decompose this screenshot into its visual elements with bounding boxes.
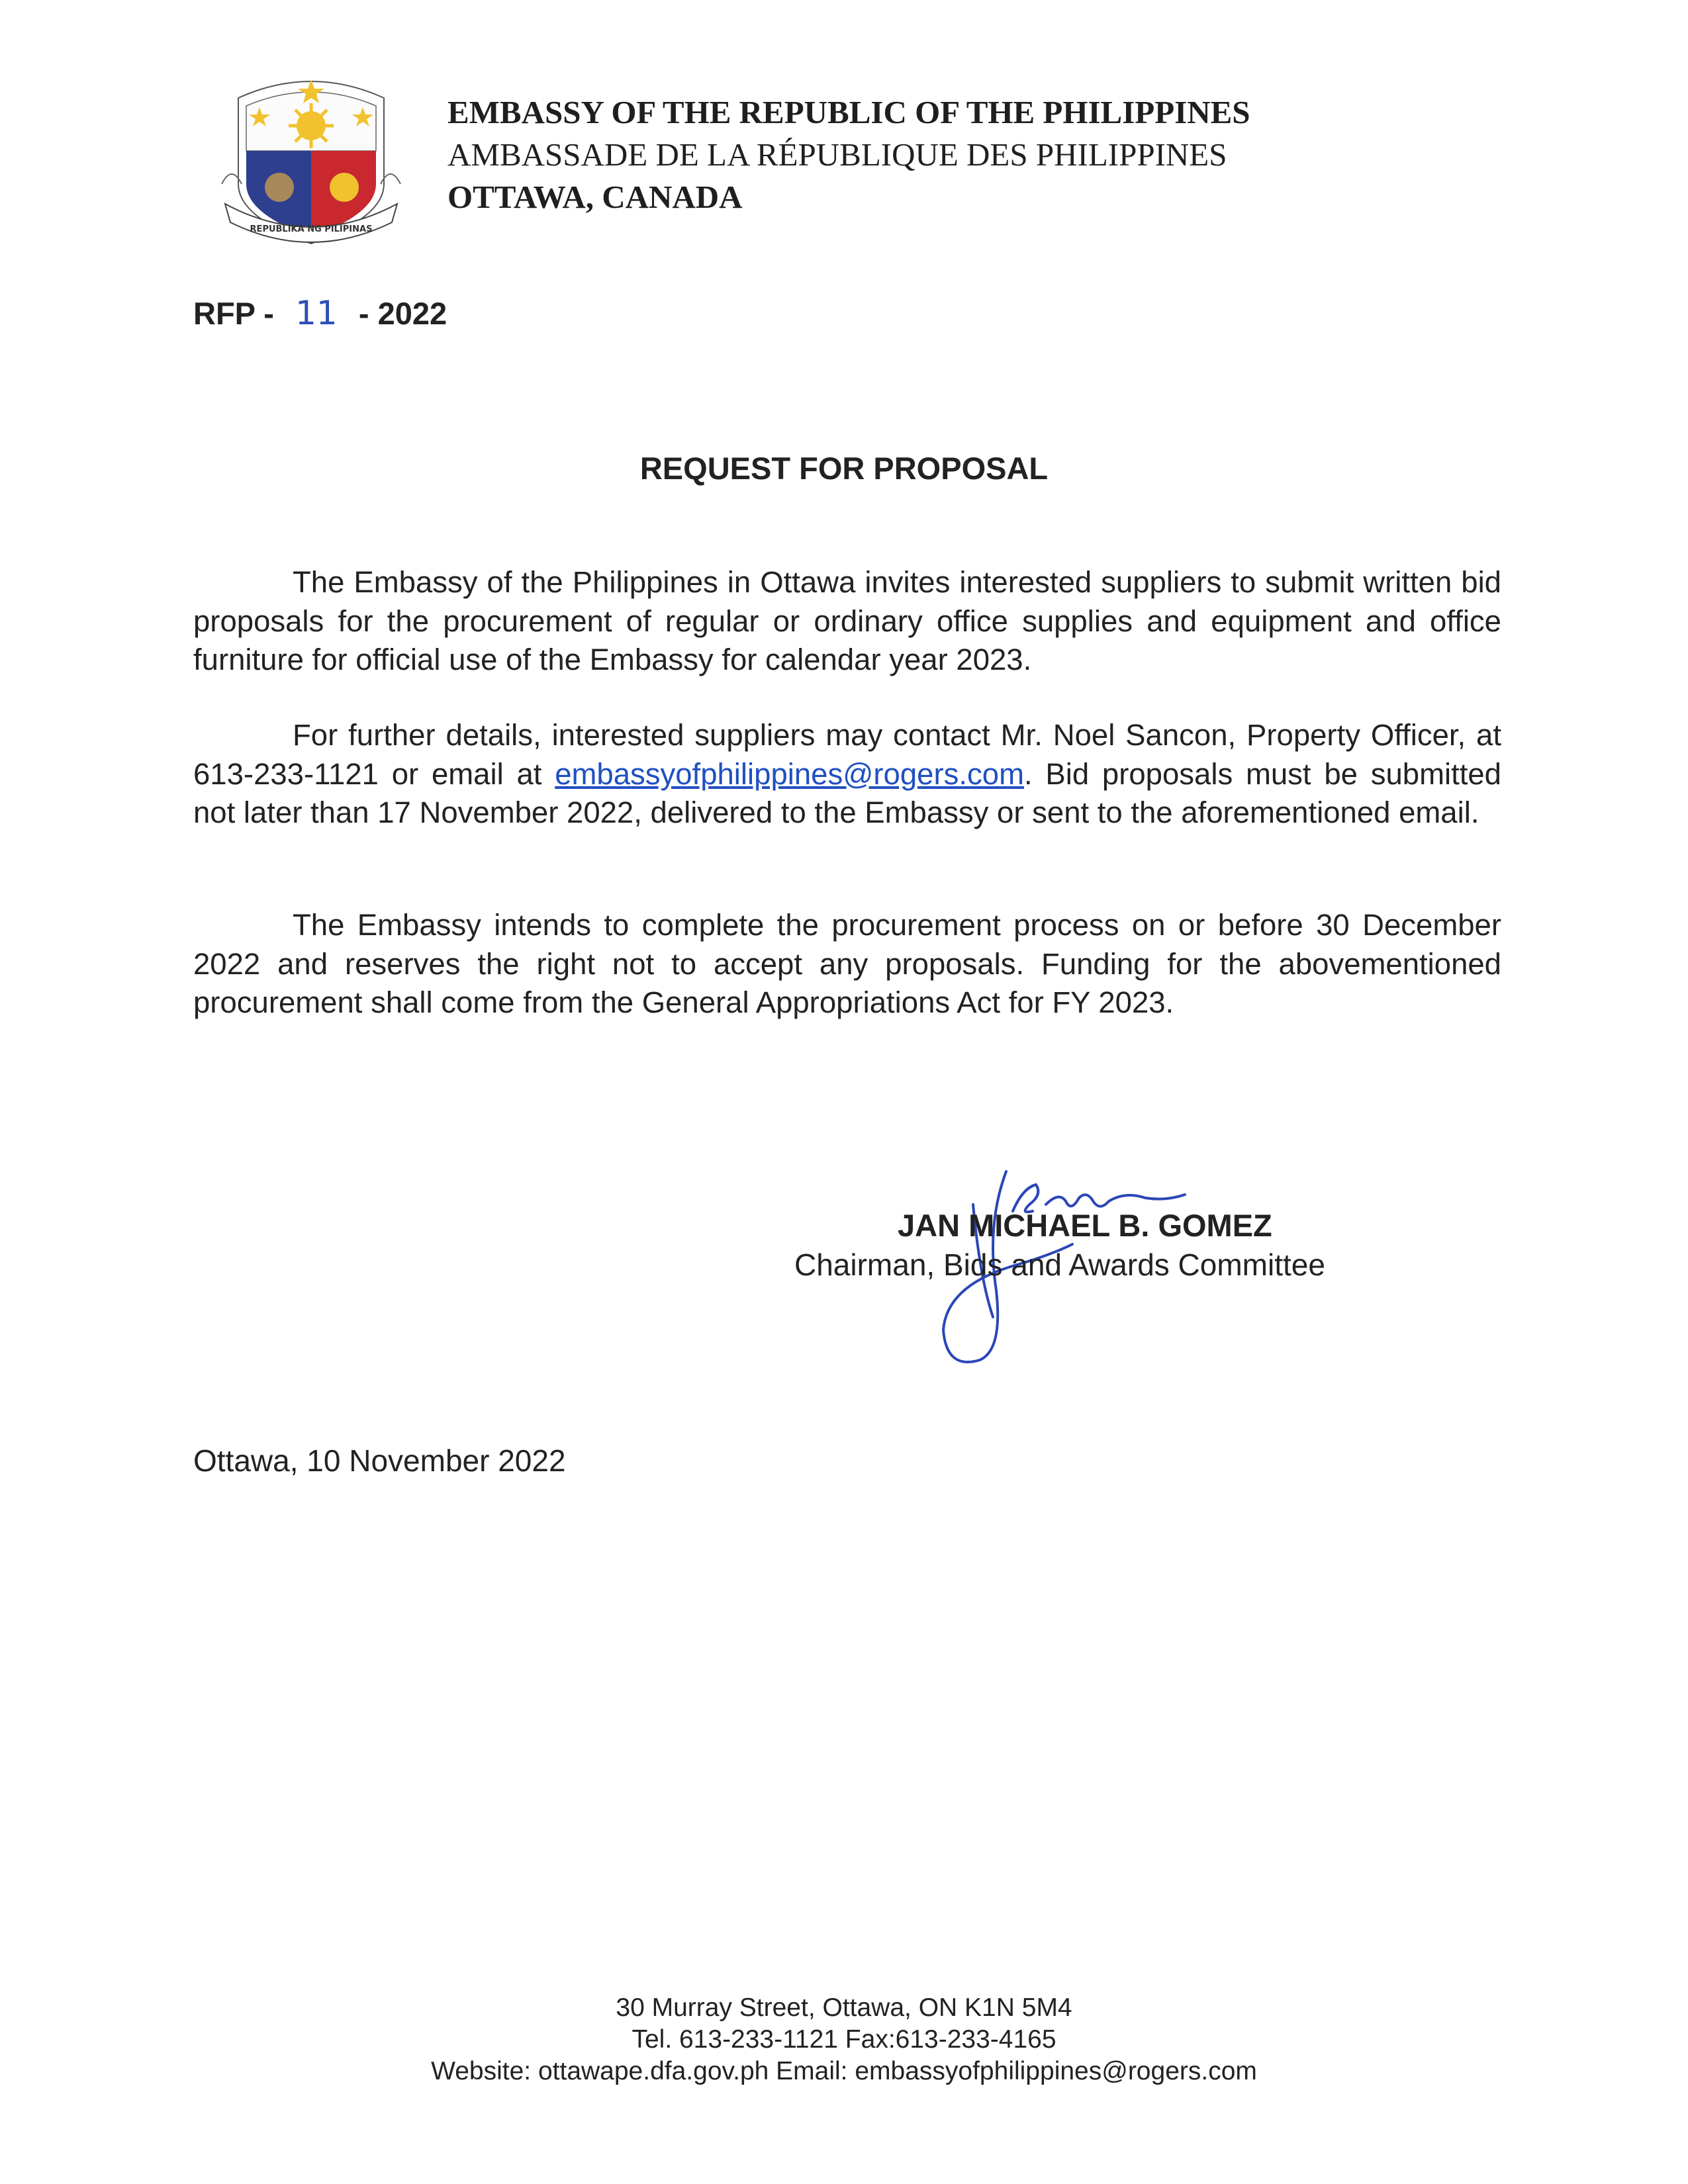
place-and-date: Ottawa, 10 November 2022	[193, 1443, 566, 1478]
contact-email-link[interactable]: embassyofphilippines@rogers.com	[555, 756, 1024, 791]
rfp-reference	[193, 294, 447, 332]
rfp-number-handwritten: 11	[295, 294, 338, 332]
signatory-name: JAN MICHAEL B. GOMEZ	[898, 1208, 1272, 1243]
embassy-name-french: AMBASSADE DE LA RÉPUBLIQUE DES PHILIPPINES	[447, 136, 1227, 173]
paragraph-contact-text-before: For further details, interested suppliers may contact Mr. Noel Sancon, Property Officer, at 613-233-1121 or email at	[193, 718, 1501, 791]
letterhead	[447, 91, 1250, 218]
embassy-name-english: EMBASSY OF THE REPUBLIC OF THE PHILIPPINES	[447, 94, 1250, 130]
paragraph-contact-text-after: . Bid proposals must be submitted not later than 17 November 2022, delivered to the Embassy or sent to the aforementioned email.	[193, 756, 1501, 829]
footer-website-email: Website: ottawape.dfa.gov.ph Email: embassyofphilippines@rogers.com	[431, 2057, 1257, 2085]
paragraph-procurement-timeline: The Embassy intends to complete the procurement process on or before 30 December 2022 and reserves the right not to accept any proposals. Funding for the abovementioned procurement shall come from the General Appropriations Act for FY 2023.	[193, 908, 1501, 1019]
signatory-title: Chairman, Bids and Awards Committee	[794, 1248, 1325, 1282]
embassy-location: OTTAWA, CANADA	[447, 179, 743, 215]
rfp-prefix: RFP -	[193, 296, 274, 331]
philippine-coat-of-arms-seal	[218, 52, 404, 250]
paragraph-contact-details	[193, 716, 1501, 833]
rfp-year: - 2022	[358, 296, 447, 331]
footer-contact	[0, 1992, 1688, 2087]
footer-address: 30 Murray Street, Ottawa, ON K1N 5M4	[616, 1993, 1072, 2022]
seal-scroll-text: REPUBLIKA NG PILIPINAS	[250, 224, 373, 234]
paragraph-invitation: The Embassy of the Philippines in Ottawa invites interested suppliers to submit written bid proposals for the procurement of regular or ordinary office supplies and equipment and office furniture for official use of the Embassy for calendar year 2023.	[193, 565, 1501, 676]
footer-phone-fax: Tel. 613-233-1121 Fax:613-233-4165	[632, 2025, 1056, 2054]
document-title: REQUEST FOR PROPOSAL	[639, 451, 1049, 486]
